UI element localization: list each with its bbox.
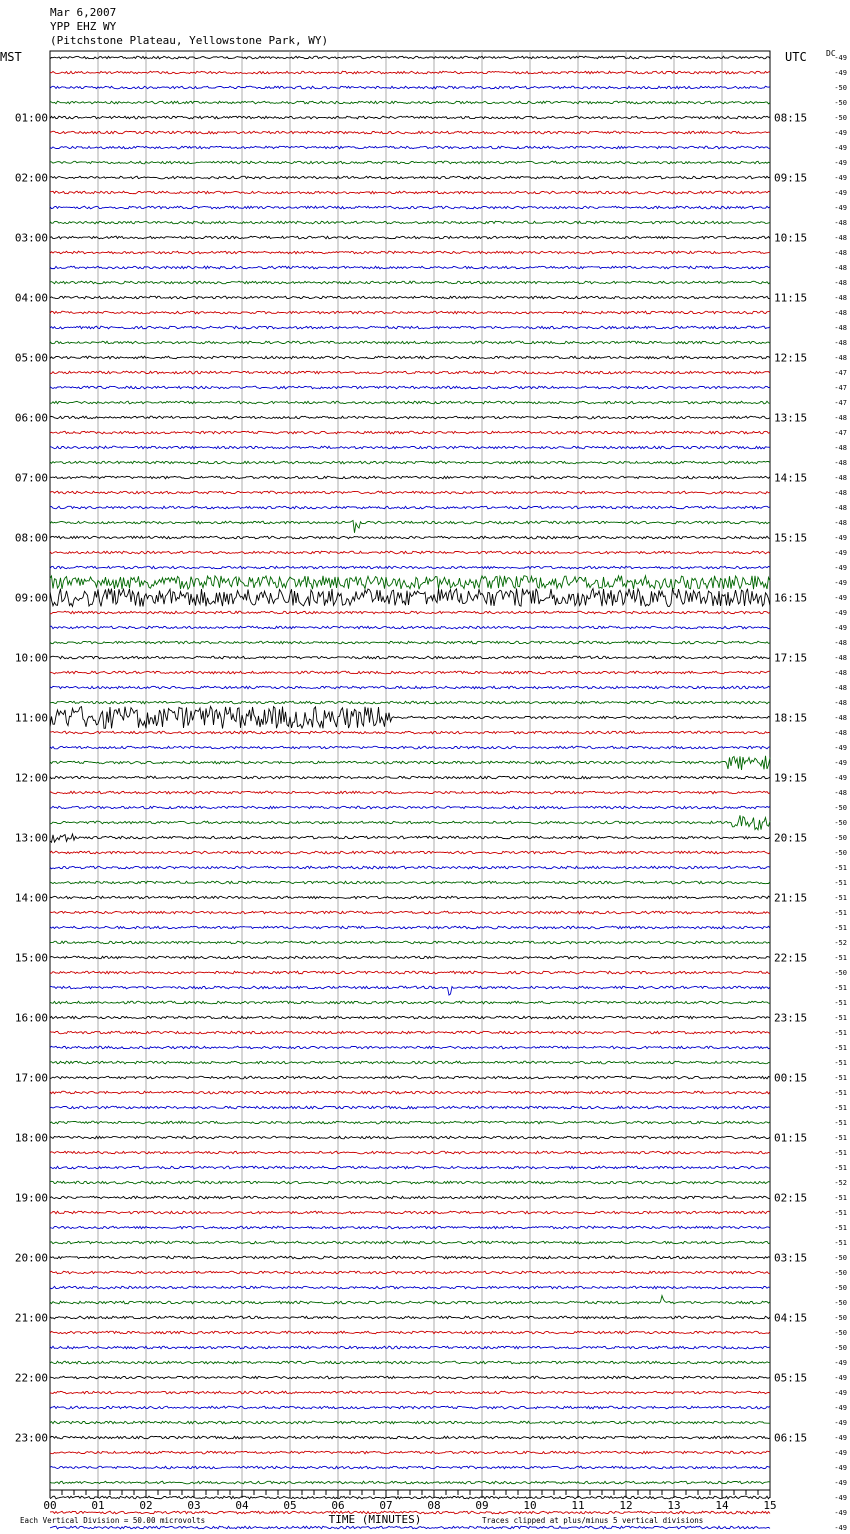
dc-offset-label: -47 (834, 399, 847, 407)
seismic-trace (50, 1241, 770, 1244)
seismic-trace (50, 1196, 770, 1199)
dc-offset-label: -50 (834, 84, 847, 92)
dc-offset-label: -49 (834, 54, 847, 62)
seismic-trace (50, 971, 770, 974)
seismic-trace (50, 896, 770, 899)
dc-offset-label: -51 (834, 1164, 847, 1172)
mst-hour-label: 04:00 (14, 291, 48, 305)
dc-offset-label: -48 (834, 699, 847, 707)
seismic-trace (50, 686, 770, 689)
dc-offset-label: -49 (834, 624, 847, 632)
dc-offset-label: -51 (834, 1194, 847, 1202)
dc-offset-label: -49 (834, 1419, 847, 1427)
mst-hour-label: 22:00 (14, 1371, 48, 1385)
seismic-trace (50, 1526, 770, 1529)
dc-offset-label: -49 (834, 204, 847, 212)
seismic-trace (50, 1391, 770, 1394)
x-tick-label: 08 (427, 1499, 441, 1512)
dc-offset-label: -51 (834, 879, 847, 887)
seismic-trace (50, 566, 770, 569)
seismic-trace (50, 926, 770, 929)
dc-offset-label: -48 (834, 264, 847, 272)
dc-offset-label: -48 (834, 729, 847, 737)
dc-offset-label: -48 (834, 669, 847, 677)
dc-offset-label: -51 (834, 1104, 847, 1112)
seismic-trace (50, 1346, 770, 1349)
dc-offset-label: -49 (834, 69, 847, 77)
mst-hour-label: 20:00 (14, 1251, 48, 1265)
mst-hour-label: 12:00 (14, 771, 48, 785)
dc-offset-label: -48 (834, 294, 847, 302)
x-tick-label: 13 (667, 1499, 681, 1512)
seismic-trace (50, 176, 770, 179)
x-tick-label: 03 (187, 1499, 201, 1512)
station-location: (Pitchstone Plateau, Yellowstone Park, WY) (50, 34, 329, 47)
seismic-trace (50, 701, 770, 704)
dc-offset-label: -51 (834, 1059, 847, 1067)
dc-offset-label: -48 (834, 354, 847, 362)
dc-offset-label: -49 (834, 1449, 847, 1457)
dc-offset-label: -48 (834, 474, 847, 482)
scale-note: Each Vertical Division = 50.00 microvolts (20, 1516, 206, 1525)
seismic-trace (50, 881, 770, 884)
utc-hour-label: 05:15 (774, 1371, 808, 1385)
dc-label: DC (826, 49, 836, 58)
dc-offset-label: -48 (834, 714, 847, 722)
x-tick-label: 07 (379, 1499, 393, 1512)
seismic-trace (50, 401, 770, 404)
seismic-trace (50, 341, 770, 344)
dc-offset-label: -48 (834, 639, 847, 647)
seismic-trace (50, 431, 770, 434)
seismic-trace (50, 56, 770, 59)
seismic-trace (50, 161, 770, 164)
seismic-trace (50, 956, 770, 959)
seismic-trace (50, 221, 770, 224)
dc-offset-label: -49 (834, 1464, 847, 1472)
seismic-trace (50, 86, 770, 89)
dc-offset-label: -49 (834, 1494, 847, 1502)
dc-offset-label: -48 (834, 459, 847, 467)
seismic-trace (50, 1046, 770, 1049)
dc-offset-label: -51 (834, 1209, 847, 1217)
seismic-trace (50, 589, 770, 607)
x-tick-label: 04 (235, 1499, 249, 1512)
seismic-trace (50, 1181, 770, 1184)
seismic-trace (50, 611, 770, 614)
dc-offset-label: -50 (834, 834, 847, 842)
seismic-trace (50, 1436, 770, 1439)
seismic-trace (50, 71, 770, 74)
x-axis-title: TIME (MINUTES) (328, 1513, 422, 1526)
dc-offset-label: -49 (834, 1509, 847, 1517)
x-tick-label: 15 (763, 1499, 777, 1512)
seismic-trace (50, 446, 770, 449)
utc-hour-label: 04:15 (774, 1311, 808, 1325)
dc-offset-label: -52 (834, 1179, 847, 1187)
mst-hour-label: 10:00 (14, 651, 48, 665)
dc-offset-label: -51 (834, 1224, 847, 1232)
utc-hour-label: 16:15 (774, 591, 808, 605)
x-tick-label: 10 (523, 1499, 537, 1512)
dc-offset-label: -49 (834, 1404, 847, 1412)
dc-offset-label: -51 (834, 909, 847, 917)
dc-offset-label: -49 (834, 1359, 847, 1367)
dc-offset-label: -51 (834, 1014, 847, 1022)
dc-offset-label: -49 (834, 1479, 847, 1487)
dc-offset-label: -50 (834, 1269, 847, 1277)
seismic-trace (50, 1076, 770, 1079)
utc-hour-label: 11:15 (774, 291, 808, 305)
seismic-trace (50, 1361, 770, 1364)
dc-offset-label: -51 (834, 894, 847, 902)
utc-hour-label: 22:15 (774, 951, 808, 965)
mst-hour-label: 03:00 (14, 231, 48, 245)
dc-offset-label: -49 (834, 594, 847, 602)
dc-offset-label: -48 (834, 654, 847, 662)
seismic-trace (50, 386, 770, 389)
seismic-trace (50, 1031, 770, 1034)
seismic-trace (50, 1226, 770, 1229)
dc-offset-label: -51 (834, 999, 847, 1007)
seismic-trace (50, 815, 770, 830)
utc-hour-label: 17:15 (774, 651, 808, 665)
utc-hour-label: 23:15 (774, 1011, 808, 1025)
mst-hour-label: 23:00 (14, 1431, 48, 1445)
dc-offset-label: -48 (834, 339, 847, 347)
seismic-trace (50, 251, 770, 254)
mst-hour-label: 08:00 (14, 531, 48, 545)
dc-offset-label: -49 (834, 579, 847, 587)
seismic-trace (50, 506, 770, 509)
seismic-trace (50, 1256, 770, 1259)
dc-offset-label: -49 (834, 144, 847, 152)
utc-hour-label: 18:15 (774, 711, 808, 725)
seismic-trace (50, 551, 770, 554)
seismic-trace (50, 281, 770, 284)
utc-hour-label: 21:15 (774, 891, 808, 905)
dc-offset-label: -51 (834, 954, 847, 962)
utc-hour-label: 19:15 (774, 771, 808, 785)
seismic-trace (50, 1211, 770, 1214)
x-tick-label: 01 (91, 1499, 105, 1512)
utc-hour-label: 13:15 (774, 411, 808, 425)
seismic-trace (50, 626, 770, 629)
mst-axis-label: MST (0, 50, 22, 64)
dc-offset-label: -49 (834, 174, 847, 182)
dc-offset-label: -49 (834, 189, 847, 197)
x-tick-label: 02 (139, 1499, 153, 1512)
seismic-trace (50, 1421, 770, 1424)
dc-offset-label: -51 (834, 1134, 847, 1142)
dc-offset-label: -47 (834, 429, 847, 437)
seismic-trace (50, 1406, 770, 1409)
seismic-trace (50, 1091, 770, 1094)
utc-axis-label: UTC (785, 50, 807, 64)
seismic-trace (50, 476, 770, 479)
seismic-trace (50, 521, 770, 533)
utc-hour-label: 10:15 (774, 231, 808, 245)
mst-hour-label: 01:00 (14, 111, 48, 125)
x-tick-label: 09 (475, 1499, 489, 1512)
dc-offset-label: -48 (834, 519, 847, 527)
dc-offset-label: -48 (834, 279, 847, 287)
dc-offset-label: -50 (834, 804, 847, 812)
dc-offset-label: -47 (834, 384, 847, 392)
dc-offset-label: -50 (834, 1344, 847, 1352)
seismic-trace (50, 1316, 770, 1319)
seismic-trace (50, 746, 770, 749)
mst-hour-label: 13:00 (14, 831, 48, 845)
seismic-trace (50, 1496, 770, 1499)
dc-offset-label: -51 (834, 1044, 847, 1052)
dc-offset-label: -49 (834, 159, 847, 167)
x-tick-label: 12 (619, 1499, 633, 1512)
seismic-trace (50, 1121, 770, 1124)
mst-hour-label: 19:00 (14, 1191, 48, 1205)
dc-offset-label: -49 (834, 1524, 847, 1532)
dc-offset-label: -48 (834, 489, 847, 497)
dc-offset-label: -50 (834, 849, 847, 857)
dc-offset-label: -48 (834, 234, 847, 242)
seismic-trace (50, 1106, 770, 1109)
seismic-trace (50, 1061, 770, 1064)
seismic-trace (50, 776, 770, 779)
mst-hour-label: 16:00 (14, 1011, 48, 1025)
seismic-trace (50, 536, 770, 539)
dc-offset-label: -47 (834, 369, 847, 377)
seismic-trace (50, 1166, 770, 1169)
mst-hour-label: 07:00 (14, 471, 48, 485)
utc-hour-label: 09:15 (774, 171, 808, 185)
seismic-trace (50, 1451, 770, 1454)
dc-offset-label: -49 (834, 1374, 847, 1382)
dc-offset-label: -51 (834, 1239, 847, 1247)
seismic-trace (50, 851, 770, 854)
seismic-trace (50, 656, 770, 659)
seismic-trace (50, 191, 770, 194)
seismic-trace (50, 1001, 770, 1004)
mst-hour-label: 02:00 (14, 171, 48, 185)
seismic-trace (50, 1151, 770, 1154)
dc-offset-label: -51 (834, 1119, 847, 1127)
mst-hour-label: 15:00 (14, 951, 48, 965)
dc-offset-label: -50 (834, 1299, 847, 1307)
seismic-trace (50, 986, 770, 995)
station-name: YPP EHZ WY (50, 20, 117, 33)
seismic-trace (50, 1016, 770, 1019)
seismic-trace (50, 576, 770, 589)
utc-hour-label: 08:15 (774, 111, 808, 125)
seismic-trace (50, 1331, 770, 1334)
seismic-trace (50, 1481, 770, 1484)
seismic-trace (50, 416, 770, 419)
dc-offset-label: -48 (834, 324, 847, 332)
dc-offset-label: -50 (834, 1329, 847, 1337)
mst-hour-label: 14:00 (14, 891, 48, 905)
mst-hour-label: 17:00 (14, 1071, 48, 1085)
x-tick-label: 05 (283, 1499, 297, 1512)
dc-offset-label: -48 (834, 249, 847, 257)
dc-offset-label: -50 (834, 99, 847, 107)
seismic-trace (50, 641, 770, 644)
dc-offset-label: -48 (834, 414, 847, 422)
dc-offset-label: -51 (834, 1074, 847, 1082)
seismic-trace (50, 1376, 770, 1379)
mst-hour-label: 09:00 (14, 591, 48, 605)
utc-hour-label: 00:15 (774, 1071, 808, 1085)
dc-offset-label: -49 (834, 774, 847, 782)
mst-hour-label: 18:00 (14, 1131, 48, 1145)
clip-note: Traces clipped at plus/minus 5 vertical divisions (482, 1516, 704, 1525)
seismic-trace (50, 806, 770, 809)
mst-hour-label: 06:00 (14, 411, 48, 425)
dc-offset-label: -48 (834, 219, 847, 227)
seismic-trace (50, 491, 770, 494)
dc-offset-label: -49 (834, 534, 847, 542)
seismic-trace (50, 1296, 770, 1304)
dc-offset-label: -51 (834, 1149, 847, 1157)
utc-hour-label: 03:15 (774, 1251, 808, 1265)
utc-hour-label: 01:15 (774, 1131, 808, 1145)
seismic-trace (50, 731, 770, 734)
seismic-trace (50, 311, 770, 314)
mst-hour-label: 11:00 (14, 711, 48, 725)
seismic-trace (50, 834, 770, 842)
seismic-trace (50, 146, 770, 149)
plot-date: Mar 6,2007 (50, 6, 117, 19)
dc-offset-label: -52 (834, 939, 847, 947)
mst-hour-label: 05:00 (14, 351, 48, 365)
dc-offset-label: -48 (834, 684, 847, 692)
dc-offset-label: -50 (834, 1284, 847, 1292)
dc-offset-label: -50 (834, 1254, 847, 1262)
dc-offset-label: -48 (834, 789, 847, 797)
dc-offset-label: -50 (834, 819, 847, 827)
seismic-trace (50, 266, 770, 269)
dc-offset-label: -51 (834, 1029, 847, 1037)
dc-offset-label: -50 (834, 114, 847, 122)
dc-offset-label: -49 (834, 1434, 847, 1442)
seismic-trace (50, 296, 770, 299)
utc-hour-label: 20:15 (774, 831, 808, 845)
dc-offset-label: -48 (834, 504, 847, 512)
seismic-trace (50, 941, 770, 944)
dc-offset-label: -49 (834, 759, 847, 767)
seismic-trace (50, 911, 770, 914)
seismic-trace (50, 371, 770, 374)
seismic-trace (50, 1466, 770, 1469)
dc-offset-label: -49 (834, 744, 847, 752)
utc-hour-label: 15:15 (774, 531, 808, 545)
seismic-trace (50, 116, 770, 119)
dc-offset-label: -49 (834, 564, 847, 572)
x-tick-label: 06 (331, 1499, 345, 1512)
seismic-trace (50, 671, 770, 674)
seismic-trace (50, 1136, 770, 1139)
utc-hour-label: 14:15 (774, 471, 808, 485)
mst-hour-label: 21:00 (14, 1311, 48, 1325)
utc-hour-label: 12:15 (774, 351, 808, 365)
utc-hour-label: 02:15 (774, 1191, 808, 1205)
seismic-trace (50, 131, 770, 134)
dc-offset-label: -48 (834, 309, 847, 317)
seismic-trace (50, 461, 770, 464)
dc-offset-label: -49 (834, 549, 847, 557)
seismic-trace (50, 756, 770, 770)
dc-offset-label: -48 (834, 444, 847, 452)
seismic-trace (50, 706, 770, 728)
dc-offset-label: -49 (834, 129, 847, 137)
seismic-trace (50, 791, 770, 794)
dc-offset-label: -49 (834, 609, 847, 617)
seismic-trace (50, 1286, 770, 1289)
dc-offset-label: -51 (834, 864, 847, 872)
dc-offset-label: -49 (834, 1389, 847, 1397)
dc-offset-label: -51 (834, 1089, 847, 1097)
dc-offset-label: -50 (834, 1314, 847, 1322)
dc-offset-label: -51 (834, 924, 847, 932)
x-tick-label: 00 (43, 1499, 57, 1512)
utc-hour-label: 06:15 (774, 1431, 808, 1445)
seismic-trace (50, 206, 770, 209)
seismic-trace (50, 101, 770, 104)
x-tick-label: 14 (715, 1499, 729, 1512)
x-tick-label: 11 (571, 1499, 585, 1512)
seismic-trace (50, 236, 770, 239)
seismic-trace (50, 866, 770, 869)
seismic-trace (50, 326, 770, 329)
dc-offset-label: -50 (834, 969, 847, 977)
dc-offset-label: -51 (834, 984, 847, 992)
seismic-trace (50, 356, 770, 359)
seismic-trace (50, 1271, 770, 1274)
